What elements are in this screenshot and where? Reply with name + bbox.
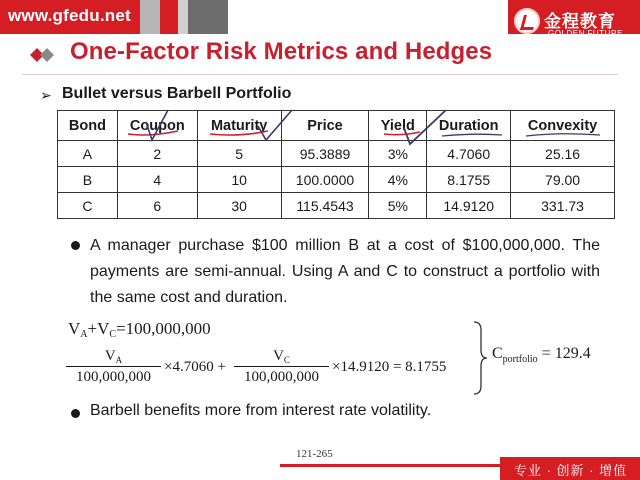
cost-equation xyxy=(68,319,211,340)
header-duration: Duration xyxy=(427,111,511,141)
header-convexity: Convexity xyxy=(511,111,615,141)
table-cell: 100.0000 xyxy=(281,167,369,193)
table-row xyxy=(58,193,615,219)
table-cell: 2 xyxy=(117,141,197,167)
table-cell: 30 xyxy=(197,193,281,219)
logo-mark-icon xyxy=(514,8,540,34)
table-cell: 8.1755 xyxy=(427,167,511,193)
table-cell: 6 xyxy=(117,193,197,219)
header-gray-segment xyxy=(140,0,160,34)
fraction-denominator: 100,000,000 xyxy=(244,369,319,385)
fraction-numerator xyxy=(66,346,161,366)
footer-slogan: 专业 · 创新 · 增值 xyxy=(514,463,628,478)
header-gray-segment-2 xyxy=(178,0,188,34)
table-cell: A xyxy=(58,141,118,167)
header-price: Price xyxy=(281,111,369,141)
title-divider xyxy=(22,74,618,75)
logo-english-name: GOLDEN FUTURE xyxy=(548,29,623,38)
duration-factor-a: ×4.7060 + xyxy=(164,359,226,375)
table-row xyxy=(58,141,615,167)
fraction-denominator: 100,000,000 xyxy=(76,369,151,385)
fraction-va xyxy=(66,346,161,387)
header-red-segment-2 xyxy=(160,0,178,34)
eq-sub-portfolio: portfolio xyxy=(502,354,538,365)
header-dark-segment xyxy=(188,0,228,34)
eq-var-v: V xyxy=(273,348,284,364)
table-cell: 5% xyxy=(369,193,427,219)
table-cell: C xyxy=(58,193,118,219)
table-row xyxy=(58,167,615,193)
eq-rhs: =100,000,000 xyxy=(116,319,211,338)
bond-comparison-table xyxy=(57,110,615,219)
table-cell: 331.73 xyxy=(511,193,615,219)
header-bond: Bond xyxy=(58,111,118,141)
eq-sub-c: C xyxy=(283,355,290,365)
table-cell: 4.7060 xyxy=(427,141,511,167)
eq-plus: + xyxy=(87,319,98,338)
table-cell: 14.9120 xyxy=(427,193,511,219)
eq-var-v: V xyxy=(68,319,81,338)
eq-var-c: C xyxy=(492,345,503,362)
page-number: 121-265 xyxy=(296,448,333,460)
table-header-row xyxy=(58,111,615,141)
table-cell: 25.16 xyxy=(511,141,615,167)
fraction-vc xyxy=(234,346,329,387)
portfolio-convexity-result xyxy=(492,345,591,365)
result-value: = 129.4 xyxy=(541,345,591,362)
table-cell: 10 xyxy=(197,167,281,193)
problem-statement: A manager purchase $100 million B at a cost of $100,000,000. The payments are semi-annual. Using A and C to construct a portfolio with the same cost and duration. xyxy=(90,237,600,306)
logo-chinese-name: 金程教育 xyxy=(544,12,616,31)
eq-var-v: V xyxy=(104,348,116,364)
header-yield: Yield xyxy=(369,111,427,141)
arrow-bullet-icon: ➢ xyxy=(40,87,52,103)
fraction-numerator xyxy=(234,346,329,366)
header-white-segment xyxy=(228,0,528,34)
footer-divider xyxy=(280,464,518,467)
table-cell: 95.3889 xyxy=(281,141,369,167)
table-cell: 4 xyxy=(117,167,197,193)
conclusion-text: Barbell benefits more from interest rate volatility. xyxy=(90,402,432,419)
table-cell: 79.00 xyxy=(511,167,615,193)
table-cell: B xyxy=(58,167,118,193)
slide-title: One-Factor Risk Metrics and Hedges xyxy=(70,38,493,65)
diamond-bullets-icon xyxy=(22,44,62,66)
right-brace-icon xyxy=(472,320,488,396)
eq-sub-c: C xyxy=(109,329,117,340)
table-cell: 3% xyxy=(369,141,427,167)
site-url[interactable]: www.gfedu.net xyxy=(8,6,131,25)
table-cell: 4% xyxy=(369,167,427,193)
table-cell: 5 xyxy=(197,141,281,167)
table-cell: 115.4543 xyxy=(281,193,369,219)
bullet-dot-icon xyxy=(71,241,80,250)
header-maturity: Maturity xyxy=(197,111,281,141)
duration-factor-c: ×14.9120 = 8.1755 xyxy=(332,359,447,375)
brand-logo xyxy=(512,3,638,43)
footer-slogan-bar xyxy=(500,457,640,480)
eq-var-v: V xyxy=(97,319,110,338)
eq-sub-a: A xyxy=(80,329,88,340)
header-coupon: Coupon xyxy=(117,111,197,141)
bullet-dot-icon xyxy=(71,409,80,418)
section-subtitle: Bullet versus Barbell Portfolio xyxy=(62,85,292,102)
eq-sub-a: A xyxy=(115,355,123,365)
